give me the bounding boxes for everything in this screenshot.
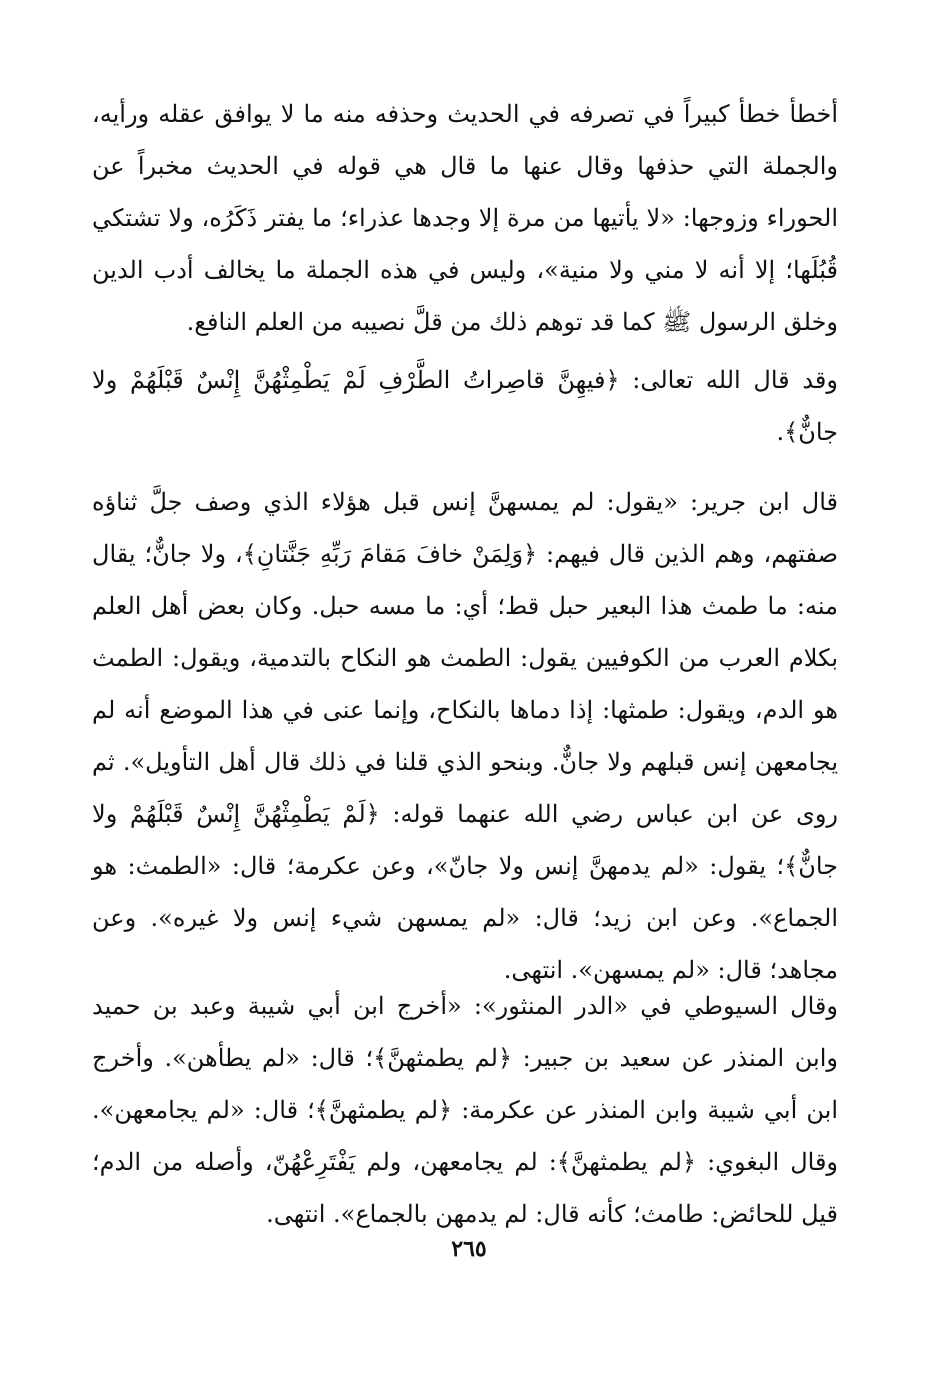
paragraph-ibn-jarir <box>92 476 838 996</box>
paragraph-text: قال ابن جرير: «يقول: لم يمسهنَّ إنس قبل هؤلاء الذي وصف جلَّ ثناؤه صفتهم، وهم الذين قال فيهم: ﴿وَلِمَنْ خافَ مَقامَ رَبِّهِ جَنَّتانِ﴾، ولا جانٌّ؛ يقال منه: ما طمث هذا البعير حبل قط؛ أي: ما مسه حبل. وكان بعض أهل العلم بكلام العرب من الكوفيين يقول: الطمث هو النكاح بالتدمية، ويقول: الطمث هو الدم، ويقول: طمثها: إذا دماها بالنكاح، وإنما عنى في هذا الموضع أنه لم يجامعهن إنس قبلهم ولا جانٌّ. وبنحو الذي قلنا في ذلك قال أهل التأويل». ثم روى عن ابن عباس رضي الله عنهما قوله: ﴿لَمْ يَطْمِثْهُنَّ إِنْسٌ قَبْلَهُمْ ولا جانٌّ﴾؛ يقول: «لم يدمهنَّ إنس ولا جانّ»، وعن عكرمة؛ قال: «الطمث: هو الجماع». وعن ابن زيد؛ قال: «لم يمسهن شيء إنس ولا غيره». وعن مجاهد؛ قال: «لم يمسهن». انتهى. <box>92 488 838 984</box>
paragraph-text: أخطأ خطأ كبيراً في تصرفه في الحديث وحذفه منه ما لا يوافق عقله ورأيه، والجملة التي حذفها وقال عنها ما قال هي قوله في الحديث مخبراً عن الحوراء وزوجها: «لا يأتيها من مرة إلا وجدها عذراء؛ ما يفتر ذَكَرُه، ولا تشتكي قُبُلَها؛ إلا أنه لا مني ولا منية»، وليس في هذه الجملة ما يخالف أدب الدين وخلق الرسول ﷺ كما قد توهم ذلك من قلَّ نصيبه من العلم النافع. <box>92 100 839 336</box>
paragraph-quran-verse <box>92 354 838 458</box>
paragraph-text: وقد قال الله تعالى: ﴿فيهِنَّ قاصِراتُ الطَّرْفِ لَمْ يَطْمِثْهُنَّ إِنْسٌ قَبْلَهُمْ ولا جانٌّ﴾. <box>92 366 838 446</box>
paragraph-hadith-critique <box>92 88 838 348</box>
paragraph-suyuti <box>92 980 838 1240</box>
paragraph-text: وقال السيوطي في «الدر المنثور»: «أخرج ابن أبي شيبة وعبد بن حميد وابن المنذر عن سعيد بن جبير: ﴿لم يطمثهنَّ﴾؛ قال: «لم يطأهن». وأخرج ابن أبي شيبة وابن المنذر عن عكرمة: ﴿لم يطمثهنَّ﴾؛ قال: «لم يجامعهن». وقال البغوي: ﴿لم يطمثهنَّ﴾: لم يجامعهن، ولم يَفْتَرِعْهُنّ، وأصله من الدم؛ قيل للحائض: طامث؛ كأنه قال: لم يدمهن بالجماع». انتهى. <box>92 992 839 1228</box>
page-number: ٢٦٥ <box>451 1236 487 1262</box>
